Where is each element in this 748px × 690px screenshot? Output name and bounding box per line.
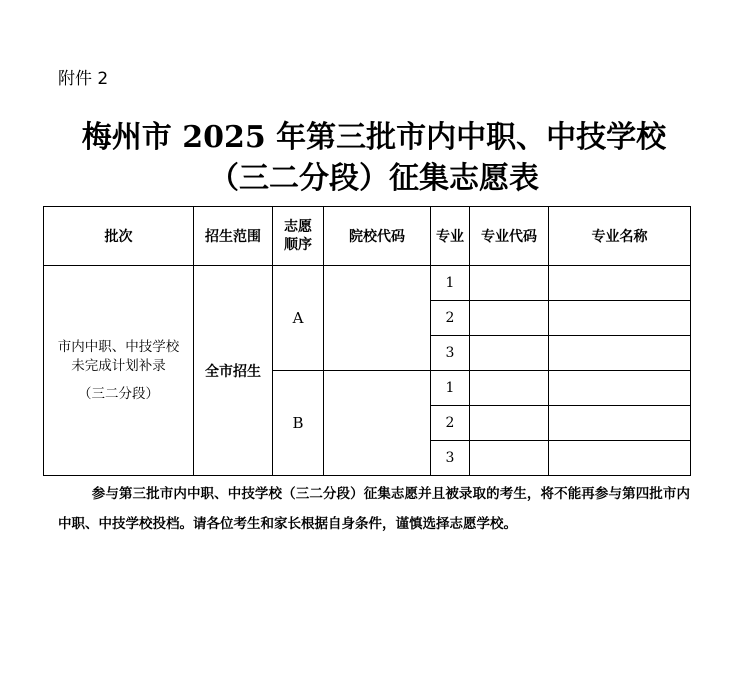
page-title-line2: （三二分段）征集志愿表 xyxy=(209,161,539,196)
major-name-input[interactable] xyxy=(549,371,691,406)
notice-paragraph: 参与第三批市内中职、中技学校（三二分段）征集志愿并且被录取的考生，将不能再参与第四批市内中职、中技学校投档。请各位考生和家长根据自身条件，谨慎选择志愿学校。 xyxy=(58,486,690,532)
major-number-cell: 3 xyxy=(431,336,470,371)
header-school-code: 院校代码 xyxy=(324,207,431,266)
major-name-input[interactable] xyxy=(549,406,691,441)
school-code-input-a[interactable] xyxy=(324,266,431,371)
page-title-line1: 梅州市 2025 年第三批市内中职、中技学校 xyxy=(81,120,667,155)
major-number-cell: 1 xyxy=(431,266,470,301)
batch-line1: 市内中职、中技学校 xyxy=(57,338,180,355)
major-name-input[interactable] xyxy=(549,441,691,476)
header-batch: 批次 xyxy=(44,207,194,266)
order-cell-a xyxy=(273,266,324,371)
major-number-cell: 3 xyxy=(431,441,470,476)
school-code-input-b[interactable] xyxy=(324,371,431,476)
major-code-input[interactable] xyxy=(470,336,549,371)
order-b-value: B xyxy=(292,414,304,432)
table-row xyxy=(44,266,691,301)
order-a-value: A xyxy=(292,309,304,327)
major-code-input[interactable] xyxy=(470,301,549,336)
major-code-input[interactable] xyxy=(470,266,549,301)
major-number-cell: 2 xyxy=(431,301,470,336)
batch-cell xyxy=(44,266,194,476)
header-scope: 招生范围 xyxy=(194,207,273,266)
application-form-table xyxy=(43,206,691,476)
major-name-input[interactable] xyxy=(549,301,691,336)
header-major-name: 专业名称 xyxy=(549,207,691,266)
major-code-input[interactable] xyxy=(470,441,549,476)
major-code-input[interactable] xyxy=(470,371,549,406)
header-major: 专业 xyxy=(431,207,470,266)
major-name-input[interactable] xyxy=(549,336,691,371)
batch-line3: （三二分段） xyxy=(78,385,159,402)
scope-cell xyxy=(194,266,273,476)
major-name-input[interactable] xyxy=(549,266,691,301)
major-code-input[interactable] xyxy=(470,406,549,441)
attachment-label: 附件 2 xyxy=(58,69,109,89)
order-cell-b xyxy=(273,371,324,476)
header-order-line1: 志愿 xyxy=(284,219,312,235)
scope-value: 全市招生 xyxy=(205,363,261,380)
header-major-code: 专业代码 xyxy=(470,207,549,266)
header-order xyxy=(273,207,324,266)
batch-line2: 未完成计划补录 xyxy=(71,357,166,374)
header-row xyxy=(44,207,691,266)
major-number-cell: 2 xyxy=(431,406,470,441)
header-order-line2: 顺序 xyxy=(284,237,312,253)
major-number-cell: 1 xyxy=(431,371,470,406)
